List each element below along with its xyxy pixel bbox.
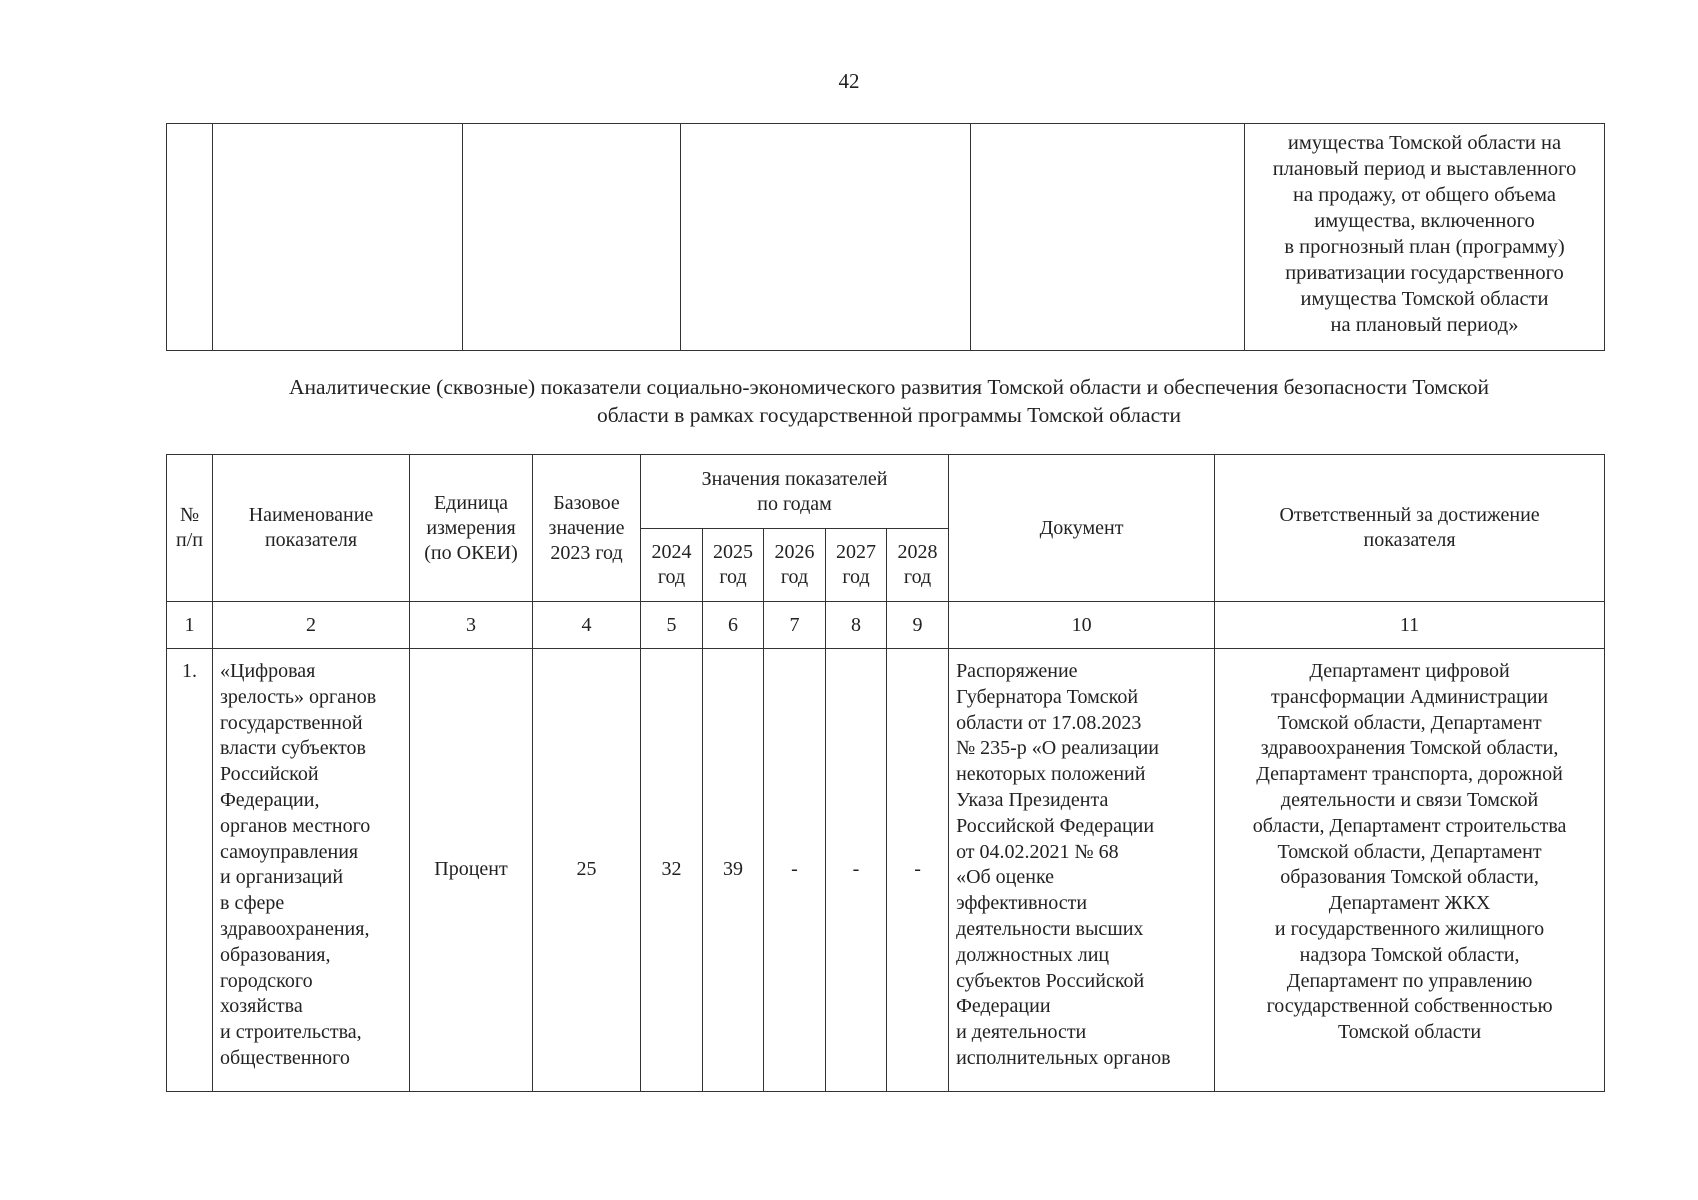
column-number: 3: [410, 602, 533, 649]
column-number-row: [167, 602, 1605, 649]
header-name: Наименование показателя: [213, 455, 410, 602]
header-row: [167, 455, 1605, 529]
page-number: 42: [838, 69, 860, 93]
continued-table: [166, 123, 1605, 351]
column-number: 11: [1215, 602, 1605, 649]
base-value: 25: [533, 649, 641, 1092]
column-number: 4: [533, 602, 641, 649]
column-number: 10: [949, 602, 1215, 649]
header-num: № п/п: [167, 455, 213, 602]
header-values-group: Значения показателей по годам: [641, 455, 949, 529]
header-base: Базовое значение 2023 год: [533, 455, 641, 602]
empty-cell: [213, 124, 463, 351]
column-number: 9: [887, 602, 949, 649]
indicator-unit: Процент: [410, 649, 533, 1092]
continuation-text: имущества Томской области на плановый период и выставленного на продажу, от общего объема имущества, включенного в прогнозный план (программу) приватизации государственного имущества Томской области на плановый период»: [1245, 124, 1605, 351]
responsible-cell: Департамент цифровой трансформации Администрации Томской области, Департамент здравоохранения Томской области, Департамент транспорта, дорожной деятельности и связи Томской области, Департамент строительства Томской области, Департамент образования Томской области, Департамент ЖКХ и государственного жилищного надзора Томской области, Департамент по управлению государственной собственностью Томской области: [1215, 649, 1605, 1092]
header-year: 2024 год: [641, 529, 703, 602]
header-year: 2027 год: [826, 529, 887, 602]
header-document: Документ: [949, 455, 1215, 602]
value-2028: -: [887, 649, 949, 1092]
value-2027: -: [826, 649, 887, 1092]
table-row: [167, 649, 1605, 1092]
empty-cell: [167, 124, 213, 351]
value-2024: 32: [641, 649, 703, 1092]
header-year: 2026 год: [764, 529, 826, 602]
column-number: 5: [641, 602, 703, 649]
empty-cell: [681, 124, 971, 351]
indicator-name: «Цифровая зрелость» органов государственной власти субъектов Российской Федерации, органов местного самоуправления и организаций в сфере здравоохранения, образования, городского хозяйства и строительства, общественного: [213, 649, 410, 1092]
column-number: 7: [764, 602, 826, 649]
header-unit: Единица измерения (по ОКЕИ): [410, 455, 533, 602]
value-2026: -: [764, 649, 826, 1092]
empty-cell: [463, 124, 681, 351]
header-year: 2025 год: [703, 529, 764, 602]
row-number: 1.: [167, 649, 213, 1092]
table-row: [167, 124, 1605, 351]
section-heading: Аналитические (сквозные) показатели социально-экономического развития Томской области и обеспечения безопасности Томской области в рамках государственной программы Томской области: [288, 375, 1490, 427]
header-responsible: Ответственный за достижение показателя: [1215, 455, 1605, 602]
indicators-table: [166, 454, 1605, 1092]
column-number: 2: [213, 602, 410, 649]
value-2025: 39: [703, 649, 764, 1092]
document-cell: Распоряжение Губернатора Томской области от 17.08.2023 № 235-р «О реализации некоторых положений Указа Президента Российской Федерации от 04.02.2021 № 68 «Об оценке эффективности деятельности высших должностных лиц субъектов Российской Федерации и деятельности исполнительных органов: [949, 649, 1215, 1092]
column-number: 8: [826, 602, 887, 649]
column-number: 1: [167, 602, 213, 649]
header-year: 2028 год: [887, 529, 949, 602]
empty-cell: [971, 124, 1245, 351]
column-number: 6: [703, 602, 764, 649]
